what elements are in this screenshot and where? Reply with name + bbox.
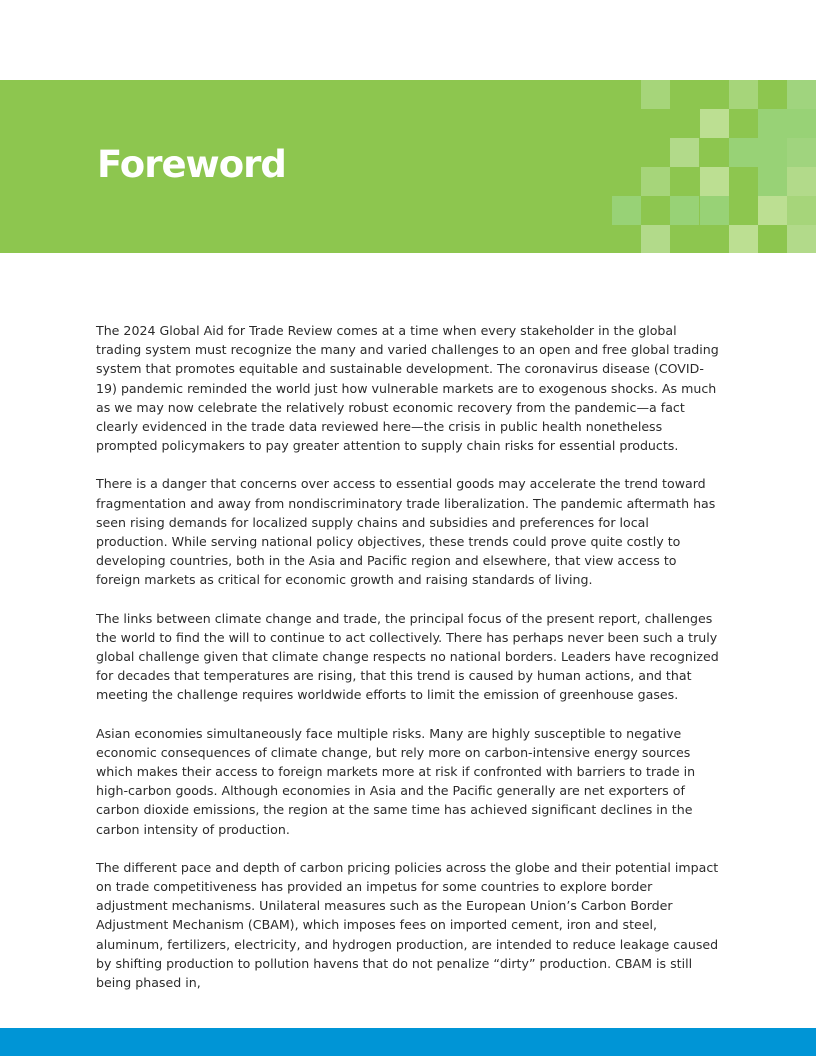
mosaic-tile (700, 109, 729, 138)
mosaic-tile (758, 167, 787, 196)
decorative-tile-mosaic (612, 80, 816, 253)
paragraph: The different pace and depth of carbon pricing policies across the globe and their potential impact on trade competitiveness has provided an impetus for some countries to explore border adjustment mechanisms. Unilateral measures such as the European Union’s Carbon Border Adjustment Mechanism (CBAM), which imposes fees on imported cement, iron and steel, aluminum, fertilizers, electricity, and hydrogen production, are intended to reduce leakage caused by shifting production to pollution havens that do not penalize “dirty” production. CBAM is still being phased in, (96, 859, 719, 991)
paragraph: The 2024 Global Aid for Trade Review comes at a time when every stakeholder in the global trading system must recognize the many and varied challenges to an open and free global trading system that promotes equitable and sustainable development. The coronavirus disease (COVID-19) pandemic reminded the world just how vulnerable markets are to exogenous shocks. As much as we may now celebrate the relatively robust economic recovery from the pandemic—a fact clearly evidenced in the trade data reviewed here—the crisis in public health nonetheless prompted policymakers to pay greater attention to supply chain risks for essential products. (96, 323, 719, 454)
mosaic-tile (700, 167, 729, 196)
mosaic-tile (729, 138, 758, 167)
mosaic-tile (758, 138, 787, 167)
page-title: Foreword (97, 143, 286, 186)
mosaic-tile (787, 196, 816, 225)
mosaic-tile (612, 196, 641, 225)
mosaic-tile (670, 196, 699, 225)
mosaic-tile (729, 80, 758, 109)
footer-color-bar (0, 1028, 816, 1056)
mosaic-tile (700, 196, 729, 225)
paragraph: The links between climate change and trade, the principal focus of the present report, challenges the world to find the will to continue to act collectively. There has perhaps never been such a truly global challenge given that climate change respects no national borders. Leaders have recognized for decades that temperatures are rising, that this trend is caused by human actions, and that meeting the challenge requires worldwide efforts to limit the emission of greenhouse gases. (96, 610, 719, 703)
mosaic-tile (641, 80, 670, 109)
header-banner (0, 80, 816, 253)
paragraph: Asian economies simultaneously face multiple risks. Many are highly susceptible to negative economic consequences of climate change, but rely more on carbon-intensive energy sources which makes their access to foreign markets more at risk if confronted with barriers to trade in high-carbon goods. Although economies in Asia and the Pacific generally are net exporters of carbon dioxide emissions, the region at the same time has achieved significant declines in the carbon intensity of production. (96, 725, 696, 837)
mosaic-tile (787, 225, 816, 253)
mosaic-tile (729, 225, 758, 253)
paragraph: There is a danger that concerns over access to essential goods may accelerate the trend toward fragmentation and away from nondiscriminatory trade liberalization. The pandemic aftermath has seen rising demands for localized supply chains and subsidies and preferences for local production. While serving national policy objectives, these trends could prove quite costly to developing countries, both in the Asia and Pacific region and elsewhere, that view access to foreign markets as critical for economic growth and raising standards of living. (96, 476, 716, 588)
mosaic-tile (758, 109, 787, 138)
mosaic-tile (758, 196, 787, 225)
mosaic-tile (787, 80, 816, 109)
mosaic-tile (670, 138, 699, 167)
mosaic-tile (787, 167, 816, 196)
mosaic-tile (641, 167, 670, 196)
foreword-body (96, 321, 720, 1011)
mosaic-tile (787, 109, 816, 138)
mosaic-tile (641, 225, 670, 253)
mosaic-tile (787, 138, 816, 167)
